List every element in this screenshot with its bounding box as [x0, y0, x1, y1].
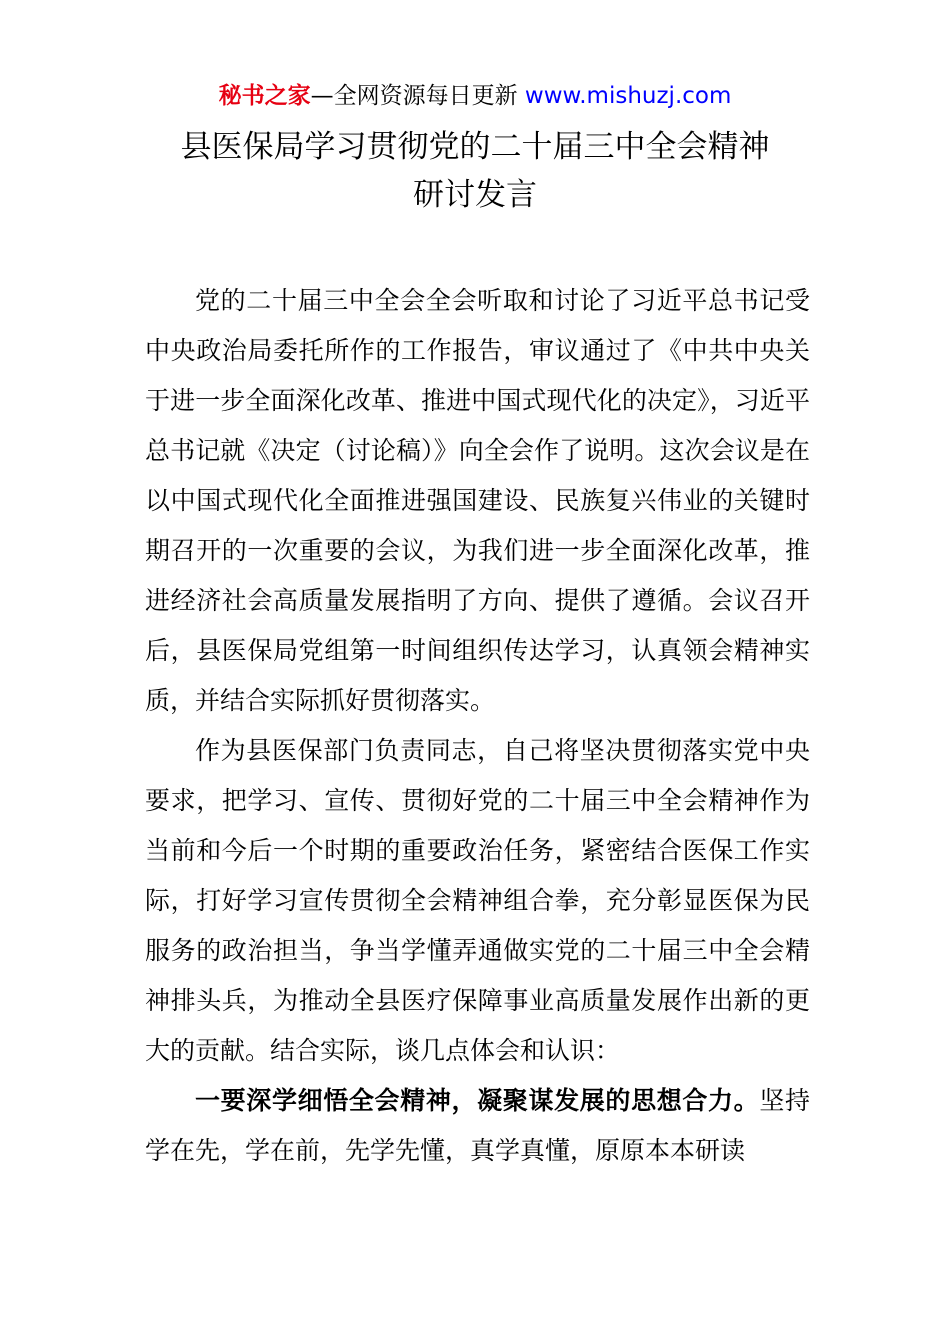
- paragraph-1: 党的二十届三中全会全会听取和讨论了习近平总书记受中央政治局委托所作的工作报告，审议通过了《中共中央关于进一步全面深化改革、推进中国式现代化的决定》，习近平总书记就《决定（讨论稿）》向全会作了说明。这次会议是在以中国式现代化全面推进强国建设、民族复兴伟业的关键时期召开的一次重要的会议，为我们进一步全面深化改革，推进经济社会高质量发展指明了方向、提供了遵循。会议召开后，县医保局党组第一时间组织传达学习，认真领会精神实质，并结合实际抓好贯彻落实。: [145, 286, 810, 715]
- document-title-line-1: 县医保局学习贯彻党的二十届三中全会精神: [180, 129, 770, 165]
- document-body: [145, 276, 810, 1176]
- site-url-link[interactable]: www.mishuzj.com: [524, 83, 732, 109]
- paragraph-3-text: 坚持学在先，学在前，先学先懂，真学真懂，原原本本研读: [145, 1086, 810, 1165]
- paragraph-3: [145, 1076, 810, 1176]
- paragraph-2: 作为县医保部门负责同志，自己将坚决贯彻落实党中央要求，把学习、宣传、贯彻好党的二十届三中全会精神作为当前和今后一个时期的重要政治任务，紧密结合医保工作实际，打好学习宣传贯彻全会精神组合拳，充分彰显医保为民服务的政治担当，争当学懂弄通做实党的二十届三中全会精神排头兵，为推动全县医疗保障事业高质量发展作出新的更大的贡献。结合实际，谈几点体会和认识：: [145, 736, 810, 1065]
- brand-name: 秘书之家: [218, 83, 311, 109]
- header-tagline: —全网资源每日更新: [310, 83, 525, 109]
- site-header: [0, 78, 950, 114]
- document-title-line-2: 研讨发言: [413, 177, 537, 213]
- paragraph-3-heading: 一要深学细悟全会精神，凝聚谋发展的思想合力。: [195, 1086, 760, 1115]
